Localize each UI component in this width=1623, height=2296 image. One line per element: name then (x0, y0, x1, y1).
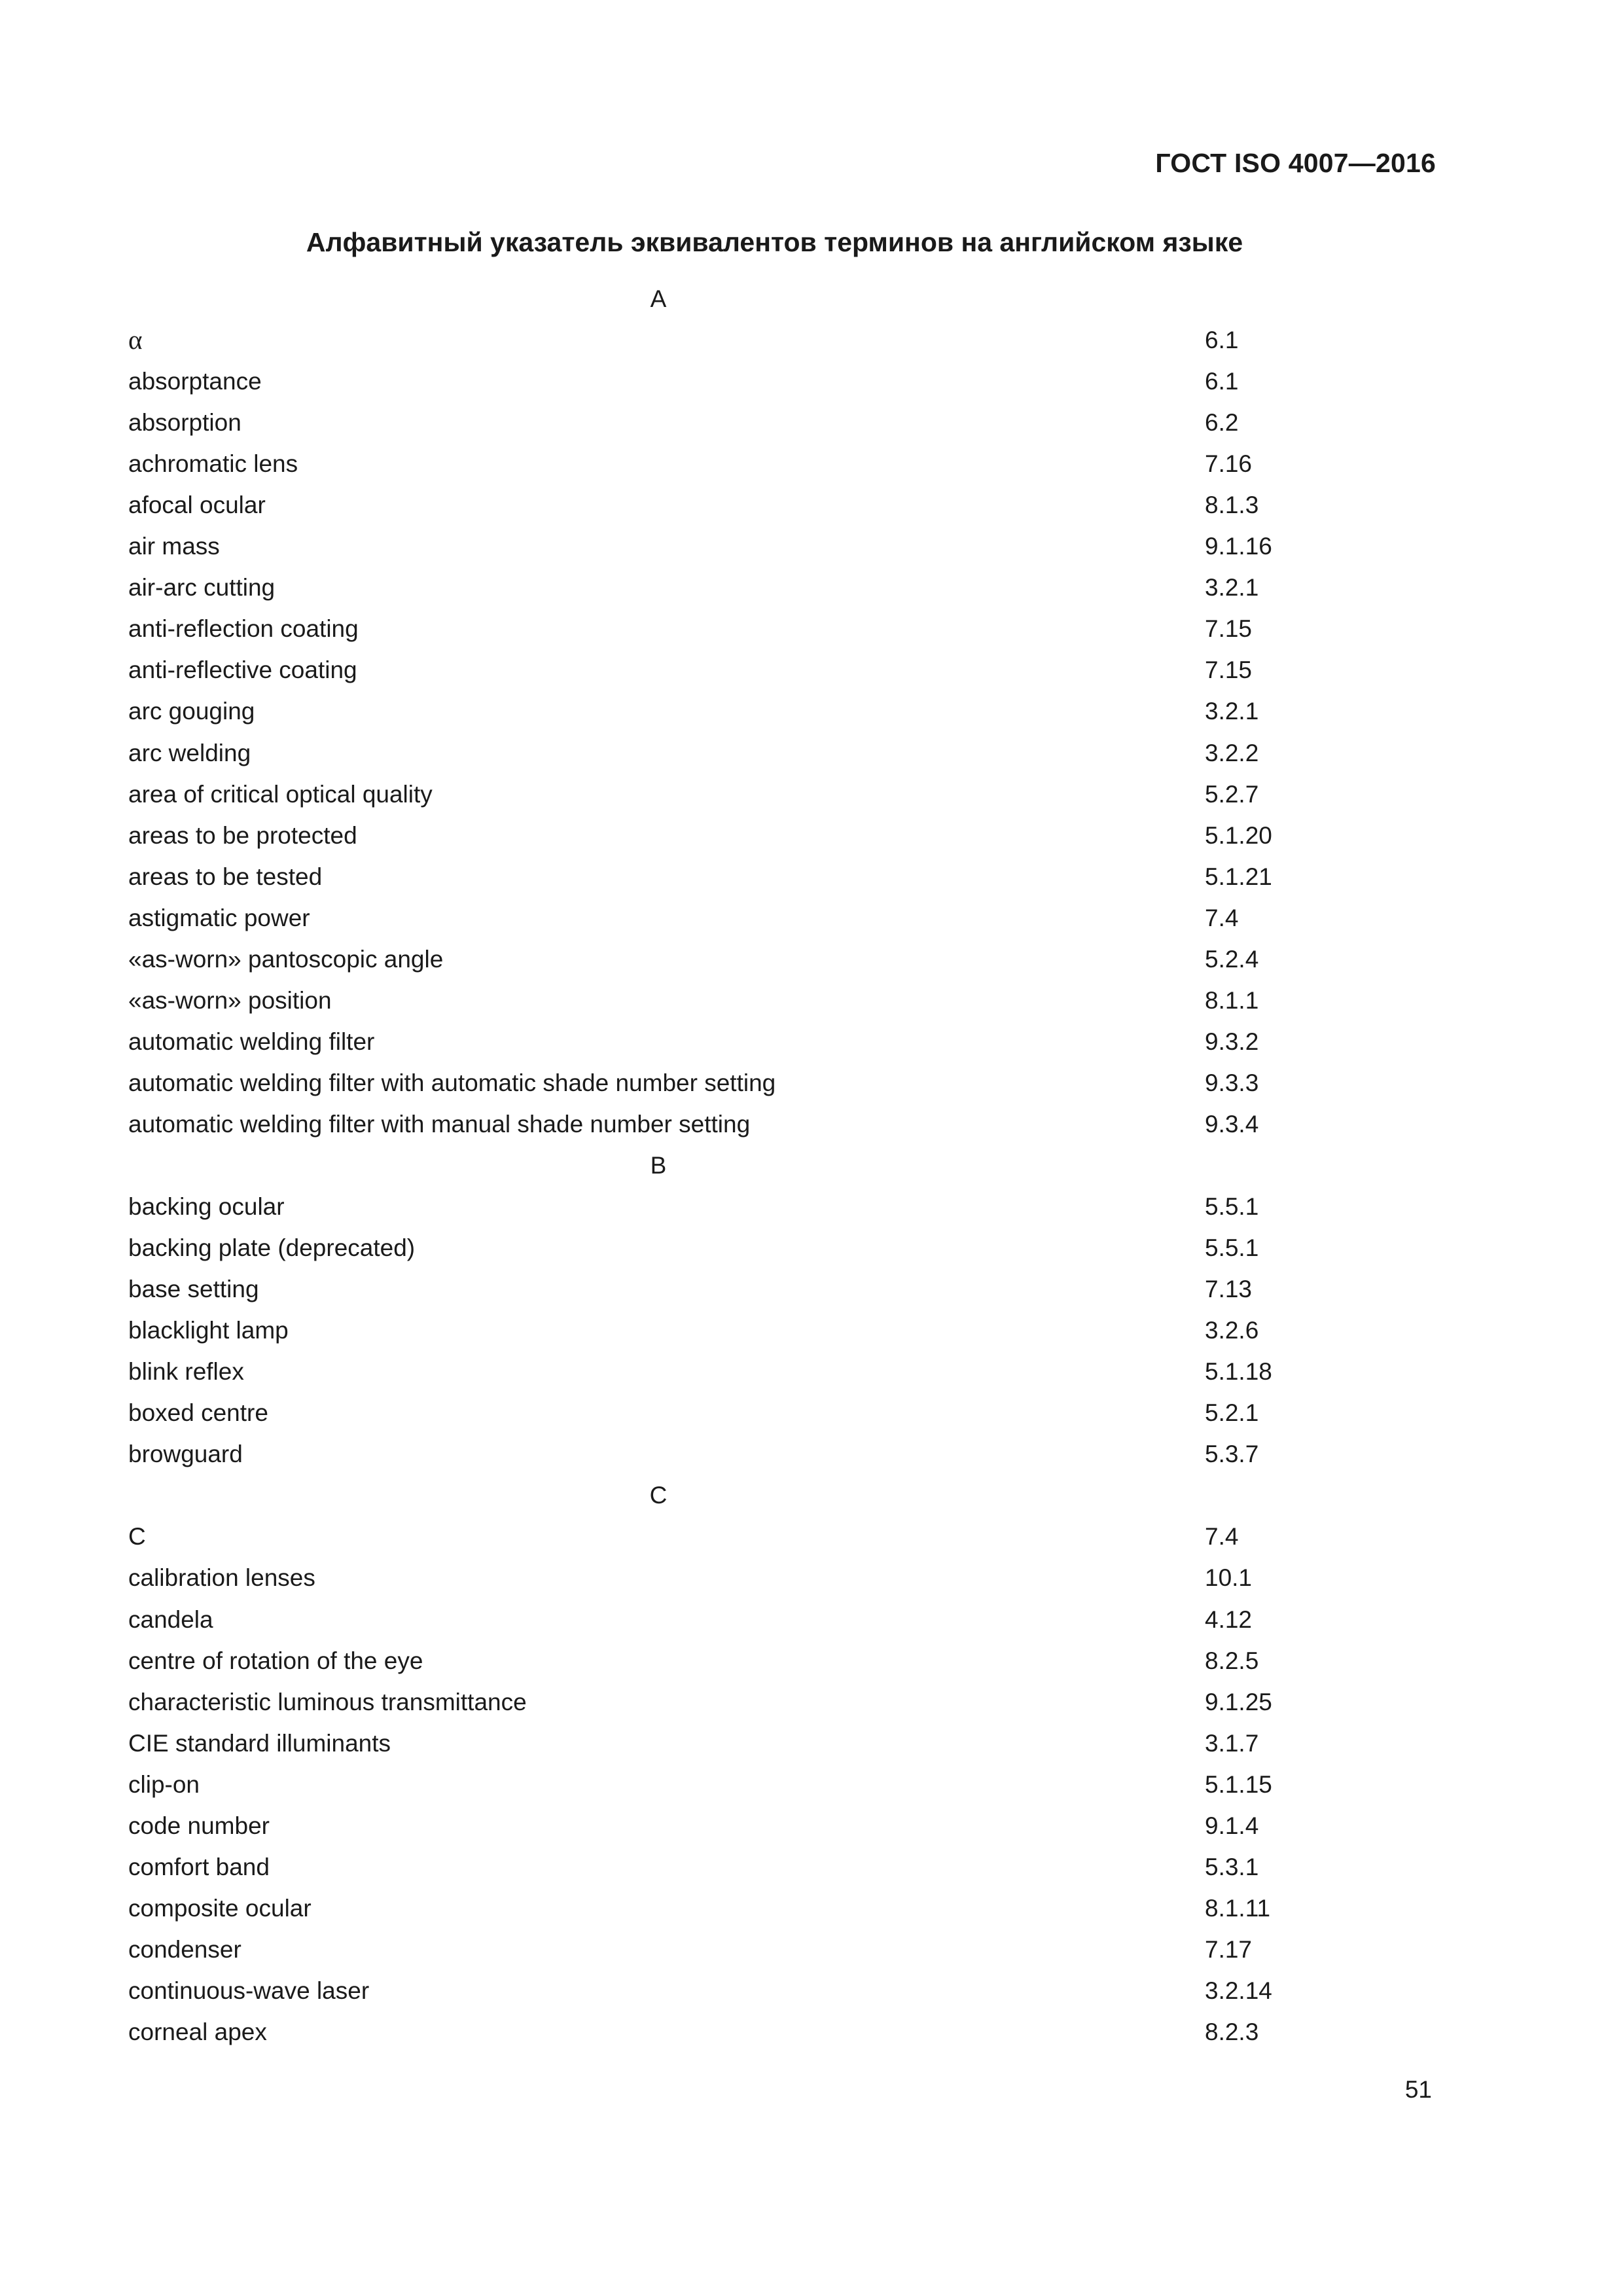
index-entry (128, 1268, 1306, 1310)
entry-reference: 4.12 (1205, 1605, 1253, 1633)
index-entry (128, 1970, 1306, 2011)
entry-term: code number (128, 1812, 270, 1839)
entry-term: «as-worn» pantoscopic angle (128, 945, 444, 973)
entry-term: continuous-wave laser (128, 1977, 370, 2004)
entry-term: boxed centre (128, 1399, 268, 1427)
entry-reference: 7.15 (1205, 615, 1253, 643)
entry-term: anti-reflection coating (128, 615, 359, 643)
entry-reference: 5.2.4 (1205, 945, 1259, 973)
entry-reference: 6.1 (1205, 327, 1239, 354)
index-entry (128, 1846, 1306, 1888)
entry-term: C (128, 1523, 146, 1551)
entry-term: candela (128, 1605, 213, 1633)
index-entry (128, 2011, 1306, 2053)
page-number: 51 (1404, 2076, 1432, 2103)
entry-reference: 8.2.5 (1205, 1647, 1259, 1674)
index-title: Алфавитный указатель эквивалентов терминов на английском языке (306, 227, 1243, 257)
index-list (128, 278, 1306, 2053)
entry-reference: 3.1.7 (1205, 1729, 1259, 1757)
entry-term: CIE standard illuminants (128, 1729, 391, 1757)
index-entry (128, 1021, 1306, 1062)
entry-term: automatic welding filter with automatic shade number setting (128, 1069, 776, 1096)
index-entry (128, 1062, 1306, 1103)
index-entry (128, 980, 1306, 1021)
entry-term: α (128, 325, 143, 355)
index-entry (128, 1599, 1306, 1640)
index-entry (128, 939, 1306, 980)
entry-term: achromatic lens (128, 450, 298, 478)
entry-reference: 7.13 (1205, 1276, 1253, 1303)
entry-term: backing plate (deprecated) (128, 1234, 416, 1262)
entry-reference: 9.1.4 (1205, 1812, 1259, 1839)
entry-term: air-arc cutting (128, 574, 276, 601)
index-entry (128, 402, 1306, 443)
entry-term: «as-worn» position (128, 986, 332, 1014)
entry-reference: 9.3.3 (1205, 1069, 1259, 1096)
index-entry (128, 1557, 1306, 1598)
entry-term: arc gouging (128, 698, 255, 725)
entry-reference: 5.1.20 (1205, 821, 1272, 849)
entry-reference: 5.2.7 (1205, 780, 1259, 808)
entry-term: condenser (128, 1935, 241, 1963)
entry-term: base setting (128, 1276, 259, 1303)
entry-reference: 5.1.18 (1205, 1358, 1272, 1386)
index-entry (128, 815, 1306, 856)
entry-reference: 5.1.21 (1205, 863, 1272, 890)
index-entry (128, 1186, 1306, 1227)
index-entry (128, 1888, 1306, 1929)
section-letter-heading: A (650, 285, 667, 312)
entry-reference: 5.3.1 (1205, 1853, 1259, 1880)
index-entry (128, 774, 1306, 815)
index-entry (128, 691, 1306, 732)
entry-term: characteristic luminous transmittance (128, 1688, 527, 1715)
entry-reference: 3.2.6 (1205, 1317, 1259, 1344)
entry-reference: 3.2.1 (1205, 574, 1259, 601)
section-letter-heading: C (649, 1482, 668, 1509)
entry-term: blink reflex (128, 1358, 244, 1386)
entry-term: backing ocular (128, 1193, 285, 1221)
entry-reference: 8.2.3 (1205, 2018, 1259, 2045)
entry-reference: 9.3.4 (1205, 1110, 1259, 1138)
entry-term: air mass (128, 533, 220, 560)
index-entry (128, 567, 1306, 608)
entry-reference: 5.5.1 (1205, 1234, 1259, 1262)
index-entry (128, 1103, 1306, 1145)
index-entry (128, 732, 1306, 774)
entry-reference: 7.4 (1205, 904, 1239, 931)
entry-reference: 8.1.1 (1205, 986, 1259, 1014)
entry-term: automatic welding filter (128, 1028, 375, 1055)
index-entry (128, 1640, 1306, 1681)
index-entry (128, 608, 1306, 649)
index-entry (128, 1723, 1306, 1764)
entry-term: blacklight lamp (128, 1317, 289, 1344)
entry-reference: 6.1 (1205, 368, 1239, 395)
entry-term: composite ocular (128, 1894, 312, 1922)
index-entry (128, 649, 1306, 691)
entry-reference: 10.1 (1205, 1564, 1253, 1592)
index-entry (128, 443, 1306, 484)
index-entry (128, 897, 1306, 939)
entry-reference: 3.2.1 (1205, 698, 1259, 725)
entry-term: anti-reflective coating (128, 656, 357, 684)
entry-reference: 7.4 (1205, 1523, 1239, 1551)
entry-term: areas to be tested (128, 863, 323, 890)
entry-reference: 5.1.15 (1205, 1770, 1272, 1798)
index-entry (128, 319, 1306, 361)
entry-term: centre of rotation of the eye (128, 1647, 423, 1674)
entry-term: areas to be protected (128, 821, 357, 849)
index-entry (128, 1805, 1306, 1846)
index-entry (128, 1351, 1306, 1392)
entry-term: clip-on (128, 1770, 200, 1798)
index-entry (128, 361, 1306, 402)
index-entry (128, 484, 1306, 526)
entry-term: calibration lenses (128, 1564, 315, 1592)
entry-term: comfort band (128, 1853, 270, 1880)
entry-reference: 3.2.14 (1205, 1977, 1272, 2004)
index-entry (128, 856, 1306, 897)
entry-term: afocal ocular (128, 492, 266, 519)
entry-reference: 6.2 (1205, 409, 1239, 437)
entry-reference: 7.15 (1205, 656, 1253, 684)
index-entry (128, 1929, 1306, 1970)
index-entry (128, 1392, 1306, 1433)
entry-reference: 9.1.16 (1205, 533, 1272, 560)
entry-reference: 5.2.1 (1205, 1399, 1259, 1427)
index-entry (128, 1310, 1306, 1351)
index-entry (128, 1764, 1306, 1805)
entry-reference: 9.1.25 (1205, 1688, 1272, 1715)
entry-term: astigmatic power (128, 904, 310, 931)
entry-term: corneal apex (128, 2018, 267, 2045)
index-entry (128, 1227, 1306, 1268)
entry-reference: 8.1.3 (1205, 492, 1259, 519)
entry-reference: 5.3.7 (1205, 1441, 1259, 1468)
entry-reference: 8.1.11 (1205, 1894, 1271, 1922)
document-header: ГОСТ ISO 4007—2016 (1155, 148, 1436, 178)
entry-term: browguard (128, 1441, 243, 1468)
entry-reference: 5.5.1 (1205, 1193, 1259, 1221)
entry-term: absorptance (128, 368, 262, 395)
section-letter-heading: B (650, 1151, 667, 1179)
entry-term: absorption (128, 409, 241, 437)
entry-term: arc welding (128, 739, 251, 766)
entry-term: area of critical optical quality (128, 780, 433, 808)
entry-reference: 9.3.2 (1205, 1028, 1259, 1055)
entry-reference: 7.16 (1205, 450, 1253, 478)
index-entry (128, 1433, 1306, 1475)
index-entry (128, 1681, 1306, 1723)
entry-reference: 3.2.2 (1205, 739, 1259, 766)
entry-reference: 7.17 (1205, 1935, 1253, 1963)
index-entry (128, 1516, 1306, 1557)
index-entry (128, 526, 1306, 567)
entry-term: automatic welding filter with manual shade number setting (128, 1110, 751, 1138)
